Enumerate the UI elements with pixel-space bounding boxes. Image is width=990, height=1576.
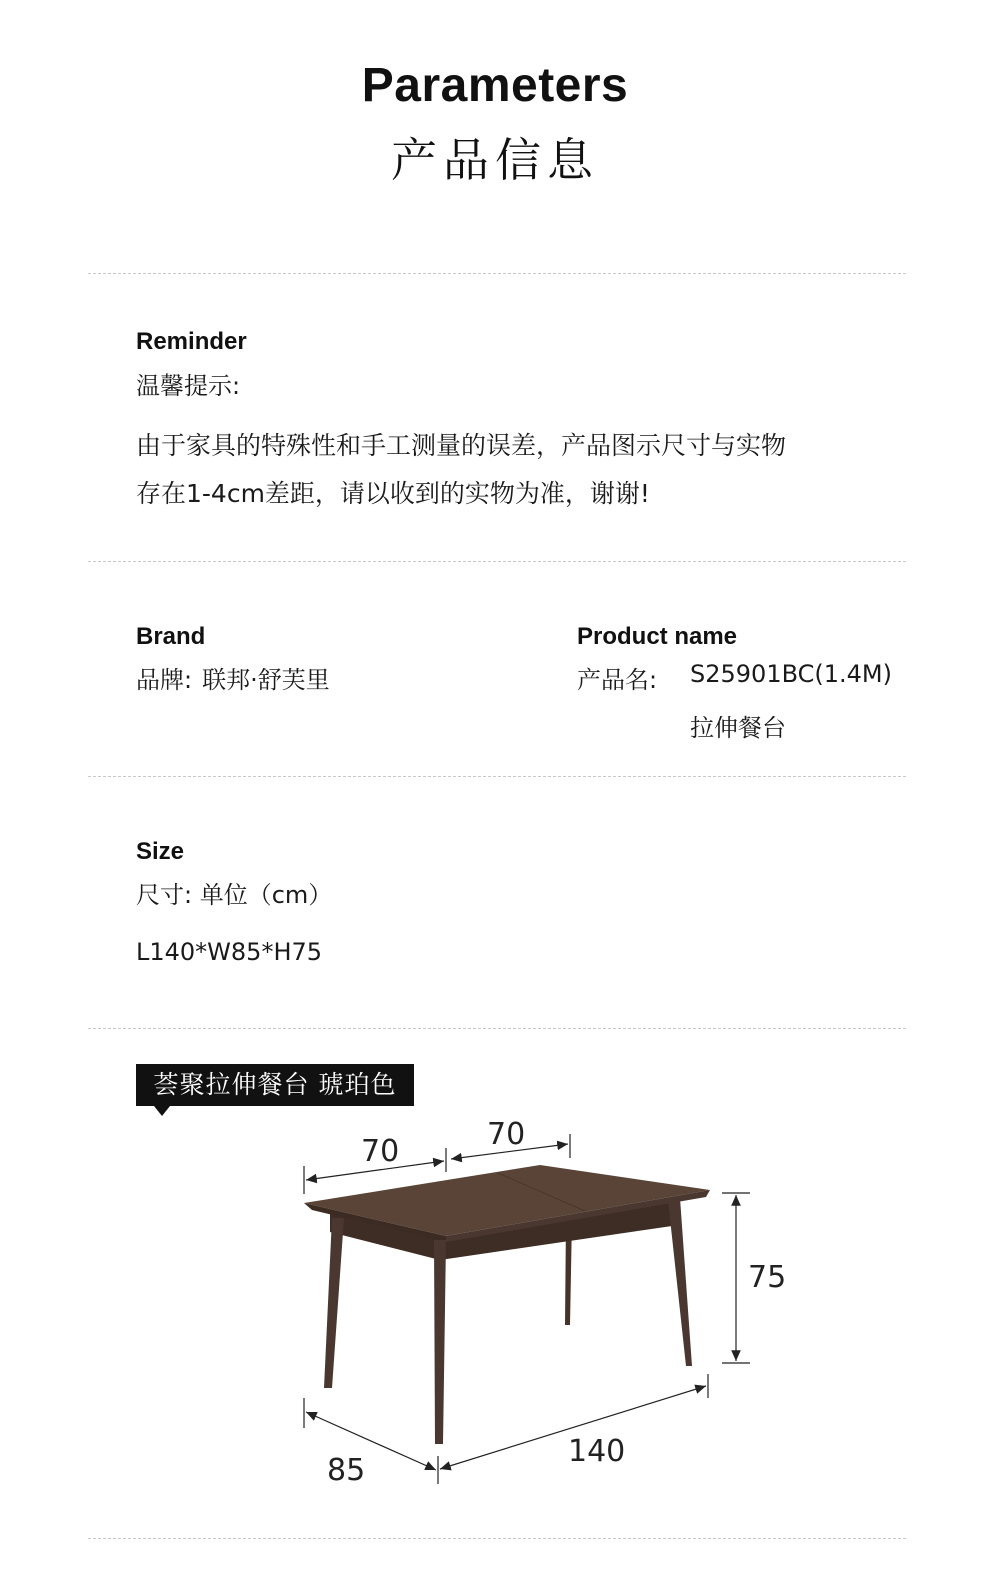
reminder-line-1: 由于家具的特殊性和手工测量的误差，产品图示尺寸与实物: [136, 431, 787, 460]
brand-prefix: 品牌:: [136, 666, 193, 694]
size-unit: 尺寸: 单位（cm）: [136, 881, 333, 909]
dim-height: [722, 1193, 750, 1363]
size-label-en: Size: [136, 838, 185, 865]
page-title-cn: 产品信息: [391, 133, 599, 187]
dim-label-depth: 85: [327, 1453, 366, 1488]
reminder-label-cn: 温馨提示:: [136, 372, 241, 400]
brand-label-en: Brand: [136, 623, 206, 650]
divider: [88, 1538, 906, 1539]
reminder-line-2: 存在1-4cm差距，请以收到的实物为准，谢谢!: [136, 479, 650, 508]
brand-name: 联邦·舒芙里: [202, 666, 330, 694]
product-model: S25901BC(1.4M): [690, 660, 892, 688]
product-tag: 荟聚拉伸餐台 琥珀色: [136, 1064, 414, 1106]
size-dimensions: L140*W85*H75: [136, 938, 323, 966]
dim-label-height: 75: [748, 1260, 787, 1295]
reminder-label-en: Reminder: [136, 328, 247, 355]
page-title-en: Parameters: [361, 59, 629, 112]
dim-label-top-left: 70: [361, 1134, 400, 1169]
dim-label-length: 140: [568, 1434, 626, 1469]
product-prefix: 产品名:: [577, 666, 658, 694]
product-name: 拉伸餐台: [690, 714, 786, 742]
product-label-en: Product name: [577, 623, 738, 650]
dim-label-top-right: 70: [487, 1117, 526, 1152]
dim-depth: [304, 1398, 438, 1484]
